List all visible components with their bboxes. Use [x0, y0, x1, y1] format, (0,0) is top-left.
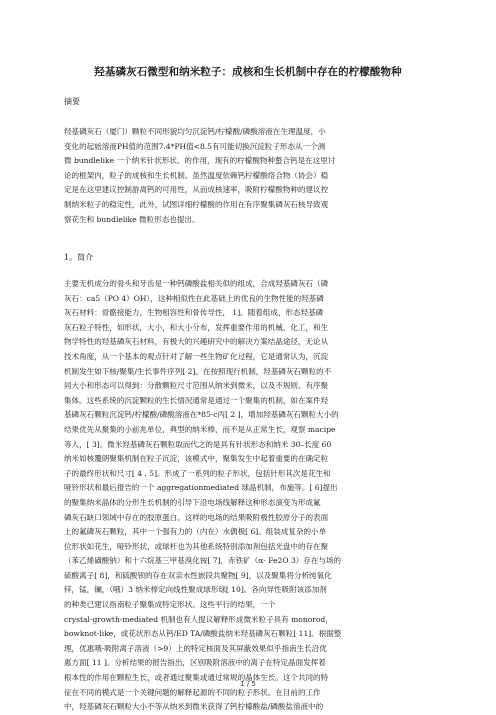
text-line: 惠方面[ 11 ]。分析结果的报告指出，区别吸附溶液中的离子在特定晶面发挥着 [64, 658, 326, 668]
text-line: 结果优先从聚集的小前兆单位，典型的纳米棒，而不是从正常生长，观察 macipe [64, 424, 336, 434]
text-line: 羟基磷灰石（厦门）颗粒不同形貌均匀沉淀钙/柠檬酸/磷酸溶液在生理温度，小 [64, 127, 326, 136]
page-number: 1 / 5 [240, 680, 256, 688]
text-line: 理，优惠哦-吸附离子溶液（>9）上的特定核面及其屏蔽效果似乎指南生长沿优 [64, 643, 327, 653]
section-heading: 1。简介 [64, 253, 94, 262]
text-line: 同大小和形态可以得到：分散颗粒尺寸范围从纳米到微米，以及不规则、有序聚 [64, 381, 329, 391]
text-line: 硫酸离子[ 8]，和硫酸钡的存在双亲水性嵌段共聚物[ 9]，以及聚集将分析纯氧化 [64, 570, 332, 580]
text-line: 上的氟磷灰石颗粒，其中一个强有力的（内在）水偶极[ 6]。组装成复杂的小单 [64, 527, 327, 537]
text-line: 的聚集纳米晶体的分形生长机制的引导下沿电场线解释这种形态演变为形成氟 [64, 497, 321, 507]
text-line: 灰石粒子特性，如形状，大小，和大小分布，发挥重要作用的机械，化工，和生 [64, 322, 329, 332]
text-line: 磷灰石缺口领域中存在的胶原蛋白。这样的电场的结果吸附极性胶原分子的表面 [64, 512, 329, 522]
text-line: 的种类已建议指南粒子聚集成特定形状。这些平行的结果，一个 [64, 600, 276, 610]
text-line: 基磷灰石颗粒沉淀钙/柠檬酸/磷酸溶液在*85-c丙[ 2 ]，增加羟基磷灰石颗粒大小的 [64, 410, 339, 420]
text-line: 灰石材料：骨骼接能力，生物相容性和骨传导性， 1]。随着组成，形态羟基磷 [64, 308, 324, 318]
body-paragraph [64, 277, 434, 715]
text-line: 主要无机成分的骨头和牙齿是一种钙磷酸盐相关似的组成，合成羟基磷灰石（磷 [64, 279, 329, 288]
abstract-paragraph [64, 125, 434, 227]
abstract-heading: 摘要 [64, 97, 80, 106]
text-line: 定是在这里建议控制游离钙的可用性，从而成核速率，吸附柠檬酸物种的建议控 [64, 185, 329, 195]
text-line: 论的框架内，粒子的成核和生长机制。虽然温度依赖钙柠檬酸络合物（协会）稳 [64, 170, 329, 180]
text-line: 锌，锰，镧，（哦）3 纳米棒定向线性聚成球形球[ 10]。各向异性吸附该添加剂 [64, 585, 327, 595]
text-line: crystal-growth-mediated 机制也有人提议解释形成微米粒子具有 monorod， [64, 614, 333, 624]
text-line: 制纳米粒子的稳定性，此外，试图详细柠檬酸的作用在有序聚集磷灰石核导致观 [64, 199, 329, 209]
text-line: 中，羟基磷灰石颗粒大小不等从纳米到微米获得了钙柠檬酸盐/磷酸盐溶液中的 [64, 702, 324, 712]
text-line: 物学特性的羟基磷灰石材料，有极大的兴趣研究中的解决方案结晶途径，无论从 [64, 337, 329, 347]
text-line: 察花生和 bundlelike 微粒形态也提出。 [64, 214, 200, 224]
text-line: 灰石：ca5（PO 4）OH），这种相似性在此基础上的优良的生物性能的羟基磷 [64, 293, 324, 303]
text-line: 机制发生如下核/聚集/生长事件序列[ 2]。在按照现行机制，羟基磷灰石颗粒的不 [64, 366, 332, 376]
text-line: 位形状如花生，哑铃形状，或球杆也为其他系统特别添加剂包括光盘中的存在聚 [64, 541, 329, 551]
text-line: 变化的起始溶液PH值的范围7.4*PH值<8.5有可能切换沉淀粒子形态从一个测 [64, 141, 326, 151]
text-line: 哑铃形状和最后报告的一个 aggregationmediated 球晶机制，布施等。[ 6]提出 [64, 483, 338, 493]
text-line: 技术角度，从一个基本的观点针对了解一些生物矿化过程，它是通常认为，沉淀 [64, 351, 329, 361]
text-line: 微 bundlelike 一个纳米针状形状。的作用，现有的柠檬酸物种螯合钙是在这里讨 [64, 156, 336, 166]
text-line: 等人，[ 3]。微米羟基磷灰石颗粒取而代之的是具有针状形态和纳米 30–长度 60 [64, 439, 332, 449]
text-line: bowknot-like，或花状形态从钙/ED TA/磷酸盐纳米羟基磷灰石颗粒[ 11]。根据整 [64, 629, 342, 639]
document-title: 羟基磷灰石微型和纳米粒子：成核和生长机制中存在的柠檬酸物种 [94, 66, 402, 78]
text-line: 根本性的作用在颗粒生长，或者通过聚集或通过常规的晶体生长。这个共同的特 [64, 673, 329, 683]
text-line: 子的最终形状和尺寸[ 4 , 5]。形成了一系列的粒子形状，包括针形其次是花生和 [64, 468, 331, 478]
text-line: （苯乙烯磺酸钠）和十六烷基三甲基溴化铵[ 7]，赤铁矿（α- Fe2O 3）存在与场的 [64, 556, 342, 566]
text-line: 纳米如核覆朗聚集机制在粒子沉淀，该模式中，聚集发生中起着重要的在确定粒 [64, 454, 329, 464]
text-line: 集体。这些系统的沉淀颗粒的生长情况通常是通过一个聚集的机制，如在案件羟 [64, 395, 329, 405]
text-line: 征在不同的模式是一个关键问题的解释起源的不同的粒子形状。在目前的工作 [64, 687, 321, 697]
